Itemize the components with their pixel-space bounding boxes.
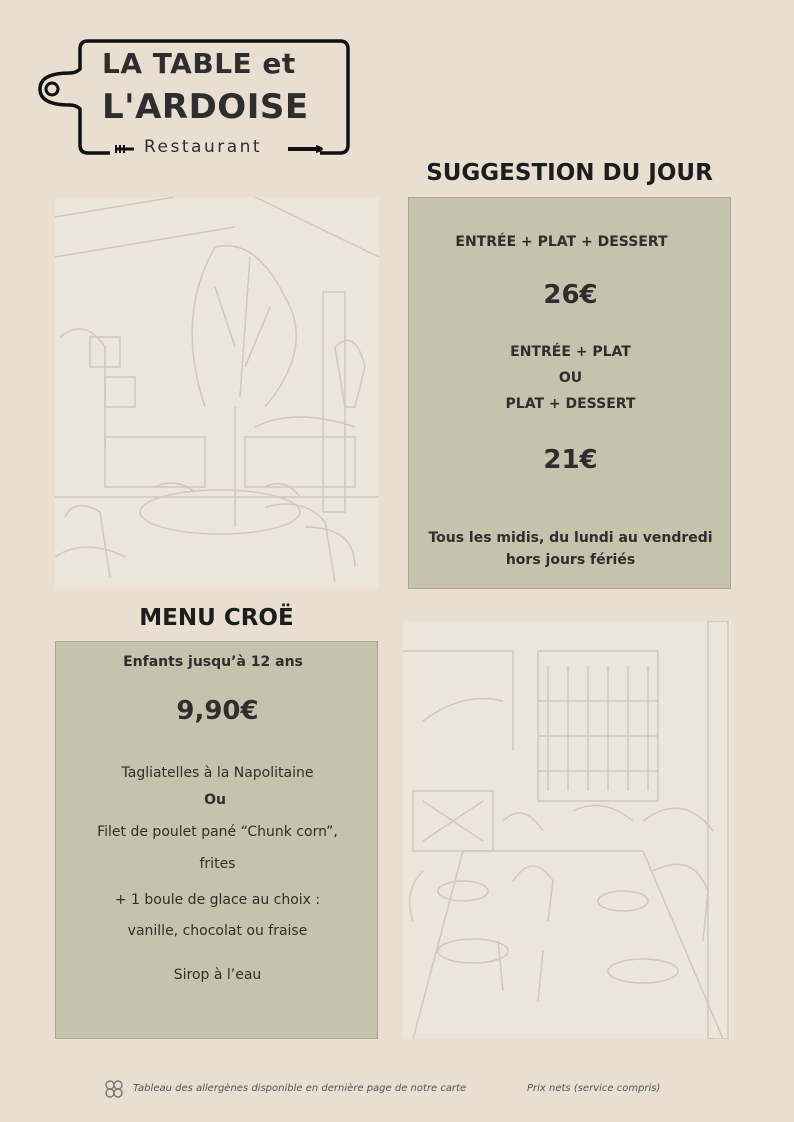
formula-2-line-3: PLAT + DESSERT	[505, 396, 636, 412]
kids-menu-subtitle: Enfants jusqu’à 12 ans	[123, 654, 303, 670]
availability-note-line-2: hors jours fériés	[505, 552, 636, 568]
price-2: 21€	[543, 445, 598, 475]
restaurant-interior-sketch-2	[403, 621, 731, 1039]
suggestion-panel	[408, 197, 731, 589]
interior-sketch-icon	[55, 197, 379, 589]
formula-1: ENTRÉE + PLAT + DESSERT	[455, 234, 668, 250]
kids-menu-or: Ou	[204, 792, 226, 808]
kids-menu-item-2-line-2: frites	[199, 856, 236, 872]
kids-menu-item-1: Tagliatelles à la Napolitaine	[121, 765, 314, 781]
formula-2-line-1: ENTRÉE + PLAT	[510, 344, 631, 360]
logo-line-2: L'ARDOISE	[102, 87, 309, 127]
kids-menu-panel	[55, 641, 378, 1039]
prices-note: Prix nets (service compris)	[527, 1083, 661, 1094]
formula-2-line-2: OU	[558, 370, 583, 386]
suggestion-title: SUGGESTION DU JOUR	[426, 160, 713, 186]
allergens-note: Tableau des allergènes disponible en dernière page de notre carte	[133, 1083, 467, 1094]
kids-menu-drink: Sirop à l’eau	[173, 967, 262, 983]
price-1: 26€	[543, 280, 598, 310]
dining-sketch-icon	[403, 621, 731, 1039]
availability-note-line-1: Tous les midis, du lundi au vendredi	[428, 530, 713, 546]
kids-menu-dessert-line-2: vanille, chocolat ou fraise	[127, 923, 308, 939]
restaurant-interior-sketch-1	[55, 197, 379, 589]
kids-menu-dessert-line-1: + 1 boule de glace au choix :	[114, 892, 321, 908]
allergens-icon	[104, 1079, 124, 1099]
kids-menu-title: MENU CROË	[139, 605, 294, 631]
kids-menu-item-2-line-1: Filet de poulet pané “Chunk corn”,	[97, 824, 338, 840]
restaurant-logo	[30, 33, 360, 163]
logo-line-1: LA TABLE et	[102, 47, 296, 80]
kids-menu-price: 9,90€	[176, 696, 259, 726]
logo-line-3: Restaurant	[144, 137, 263, 157]
